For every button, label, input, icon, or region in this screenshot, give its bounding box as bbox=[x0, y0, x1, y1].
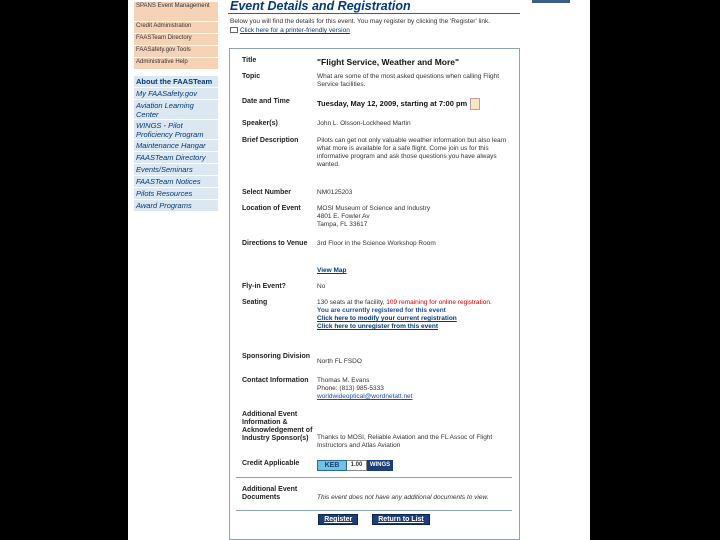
credit-amount: 1.00 bbox=[347, 460, 367, 471]
sponsoring-label: Sponsoring Division bbox=[242, 353, 311, 360]
location-value bbox=[317, 205, 512, 229]
datetime-label: Date and Time bbox=[242, 98, 290, 105]
datetime-value bbox=[317, 98, 512, 110]
location-line1: MOSI Museum of Science and Industry bbox=[317, 205, 431, 212]
brief-value: Pilots can get not only valuable weather information but also learn what more is available for a safe flight. Come join us for this informative program and ask those questions you have always wanted. bbox=[317, 137, 507, 168]
page bbox=[128, 0, 590, 540]
admin-item-credit[interactable]: Credit Administration bbox=[134, 22, 218, 34]
ack-value: Thanks to MOSI, Reliable Aviation and the FL Assoc of Flight Instructors and Atlas Aviation bbox=[317, 434, 493, 449]
register-button[interactable]: Register bbox=[318, 514, 358, 525]
admin-item-help[interactable]: Administrative Help bbox=[134, 58, 218, 70]
directions-value: 3rd Floor in the Science Workshop Room bbox=[317, 240, 436, 247]
flyin-value: No bbox=[317, 283, 326, 290]
brief-label: Brief Description bbox=[242, 137, 299, 144]
nav-item-notices[interactable]: FAASTeam Notices bbox=[134, 176, 218, 188]
divider bbox=[236, 477, 512, 478]
title-label: Title bbox=[242, 57, 257, 64]
admin-item-tools[interactable]: FAASafety.gov Tools bbox=[134, 46, 218, 58]
topic-label: Topic bbox=[242, 73, 261, 80]
ack-label: Additional Event Information & Acknowledgement of Industry Sponsor(s) bbox=[242, 411, 313, 442]
nav-item-learning-center[interactable]: Aviation Learning Center bbox=[134, 100, 218, 120]
sidebar bbox=[134, 2, 218, 212]
credit-program: WINGS bbox=[367, 460, 393, 471]
button-bar bbox=[236, 514, 512, 528]
location-line2: 4801 E. Fowler Av bbox=[317, 213, 370, 220]
nav-item-my-faasafety[interactable]: My FAASafety.gov bbox=[134, 88, 218, 100]
contact-name: Thomas M. Evans bbox=[317, 377, 370, 384]
nav-item-maintenance[interactable]: Maintenance Hangar bbox=[134, 140, 218, 152]
calendar-icon[interactable] bbox=[470, 98, 480, 110]
seating-remaining: 109 remaining for online registration. bbox=[386, 299, 492, 306]
admin-item-spans[interactable]: SPANS Event Management bbox=[134, 2, 218, 22]
unregister-link[interactable]: Click here to unregister from this event bbox=[317, 323, 439, 330]
contact-value bbox=[317, 377, 512, 401]
select-label: Select Number bbox=[242, 189, 292, 196]
select-value: NM0125203 bbox=[317, 189, 353, 196]
title-value: "Flight Service, Weather and More" bbox=[317, 57, 460, 67]
view-map-link[interactable]: View Map bbox=[317, 267, 347, 274]
top-accent-bar bbox=[532, 0, 570, 3]
nav-item-directory[interactable]: FAASTeam Directory bbox=[134, 152, 218, 164]
seating-label: Seating bbox=[242, 299, 268, 306]
contact-email-link[interactable]: worldwideoptical@wordnetatt.net bbox=[317, 393, 413, 400]
topic-value: What are some of the most asked questions when calling Flight Service facilities. bbox=[317, 73, 500, 88]
nav-item-wings[interactable]: WINGS - Pilot Proficiency Program bbox=[134, 120, 218, 140]
docs-label: Additional Event Documents bbox=[242, 486, 298, 501]
page-title: Event Details and Registration bbox=[228, 0, 520, 14]
divider-bottom bbox=[236, 510, 512, 511]
nav-item-resources[interactable]: Pilots Resources bbox=[134, 188, 218, 200]
printer-friendly-link[interactable] bbox=[228, 26, 520, 35]
contact-label: Contact Information bbox=[242, 377, 309, 384]
contact-phone: Phone: (813) 985-5333 bbox=[317, 385, 384, 392]
event-details-panel bbox=[229, 48, 520, 540]
credit-logo: KEB bbox=[317, 460, 347, 471]
seating-text bbox=[317, 299, 512, 307]
printer-icon bbox=[230, 27, 238, 33]
directions-label: Directions to Venue bbox=[242, 240, 308, 247]
modify-registration-link[interactable]: Click here to modify your current registration bbox=[317, 315, 457, 322]
flyin-label: Fly-in Event? bbox=[242, 283, 286, 290]
location-line3: Tampa, FL 33617 bbox=[317, 221, 368, 228]
nav-item-awards[interactable]: Award Programs bbox=[134, 200, 218, 212]
speakers-value: John L. Olsson-Lockheed Martin bbox=[317, 120, 411, 127]
seating-value bbox=[317, 299, 512, 331]
docs-value: This event does not have any additional documents to view. bbox=[317, 494, 489, 501]
datetime-text: Tuesday, May 12, 2009, starting at 7:00 pm bbox=[317, 98, 468, 108]
seating-total: 130 seats at the facility, bbox=[317, 299, 385, 306]
credit-badge bbox=[317, 460, 512, 471]
nav-item-events[interactable]: Events/Seminars bbox=[134, 164, 218, 176]
credit-label: Credit Applicable bbox=[242, 460, 300, 467]
speakers-label: Speaker(s) bbox=[242, 120, 278, 127]
printer-friendly-label: Click here for a printer-friendly version bbox=[240, 27, 350, 34]
admin-item-directory[interactable]: FAASTeam Directory bbox=[134, 34, 218, 46]
location-label: Location of Event bbox=[242, 205, 301, 212]
registered-message: You are currently registered for this event bbox=[317, 307, 446, 314]
intro-text: Below you will find the details for this event. You may register by clicking the 'Register' link. bbox=[230, 18, 491, 25]
main-content bbox=[228, 0, 520, 523]
nav-item-about[interactable]: About the FAASTeam bbox=[134, 76, 218, 88]
sponsoring-value: North FL FSDO bbox=[317, 358, 362, 365]
return-to-list-button[interactable]: Return to List bbox=[372, 514, 430, 525]
